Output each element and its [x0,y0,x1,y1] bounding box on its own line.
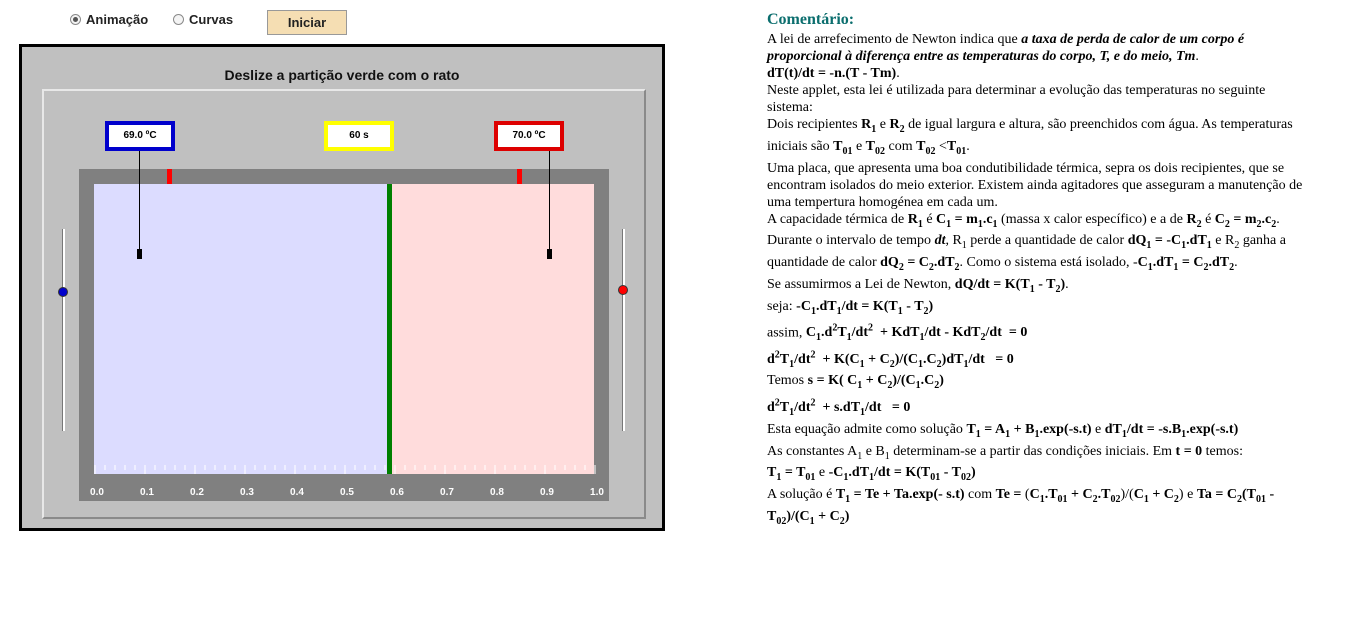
comment-paragraph-newton: A lei de arrefecimento de Newton indica que a taxa de perda de calor de um corpo é proporcional à diferença entre as temperaturas do corpo, T, e do meio, Tm. dT(t)/dt = -n.(T - Tm). [767,32,1245,81]
radio-animation[interactable] [70,12,148,27]
start-button[interactable]: Iniciar [267,10,347,35]
comment-heading: Comentário: [767,11,855,28]
scale-tick-label: 0.9 [540,487,554,498]
scale-tick-label: 0.6 [390,487,404,498]
left-probe-lead [139,151,140,251]
right-container-marker [517,169,522,185]
radio-animation-indicator[interactable] [70,14,81,25]
scale-tick-label: 0.3 [240,487,254,498]
left-slider-knob[interactable] [58,287,68,297]
left-container-marker [167,169,172,185]
comment-equation-1: seja: $-C_1.dT_1/dt = K(T_1 - T_2)$ [767,298,934,317]
green-partition-handle[interactable] [387,184,392,474]
comment-equation-6: $T_1 = T_{01}$ e $-C_1.dT_1/dt = K(T_{01} - T_{02})$ [767,465,976,484]
radio-curves-label: Curvas [189,12,234,27]
comment-paragraph-final: A solução é $T_1 = Te + Ta.\exp(-$ s.t) com $Te = (C_1.T_{01} + C_2.T_{02})/(C_1 + C_2)$ e $Ta = C_2(T_{01} - T_{02})/(C_1 + C_2)$ [767,487,1275,527]
applet-title: Deslize a partição verde com o rato [224,67,460,83]
scale-tick-label: 0.8 [490,487,504,498]
right-probe-lead [549,151,550,251]
comment-paragraph-solution: Esta equação admite como solução $T_1 = A_1 + B_1.\exp(-s.t)$ e $dT_1/dt = -s.B_1.\exp(-s.t)$ [767,421,1239,440]
radio-animation-label: Animação [86,12,149,27]
scale-tick-label: 0.5 [340,487,354,498]
left-container-water [94,184,387,474]
simulation-applet [19,44,665,531]
right-temperature-slider[interactable] [622,229,625,431]
scale-tick-label: 1.0 [590,487,604,498]
left-temperature-display: 69.0 ºC [105,121,175,151]
comment-paragraph-capacity: A capacidade térmica de $R_1$ é $C_1 = m_1.c_1$ (massa x calor específico) e a de $R_2$ é $C_2 = m_2.c_2$. [767,211,1280,230]
radio-curves-indicator[interactable] [173,14,184,25]
right-slider-knob[interactable] [618,285,628,295]
comment-equation-5: $d^2T_1/dt^2 + s.dT_1/dt = 0$ [767,397,911,418]
scale-tick-label: 0.1 [140,487,154,498]
comment-paragraph-system: Neste applet, esta lei é utilizada para determinar a evolução das temperaturas no seguinte sistema: [767,83,1266,115]
comment-paragraph-plate: Uma placa, que apresenta uma boa condutibilidade térmica, sepra os dois recipientes, que se encontram isolados do meio exterior. Existem ainda agitadores que asseguram a manutenção de uma tempertura homogénea em cada um. [767,160,1303,210]
comment-equation-4: Temos s = K( $C_1 + C_2)/(C_1.C_2)$ [767,373,944,392]
right-container-water [392,184,595,474]
comment-paragraph-containers: Dois recipientes $R_1$ e $R_2$ de igual largura e altura, são preenchidos com água. As temperaturas iniciais são $T_{01}$ e $T_{02}$ com $T_{02} <T_{01}$. [767,117,1293,157]
scale-tick-label: 0.2 [190,487,204,498]
right-temperature-probe [547,249,552,259]
right-temperature-display: 70.0 ºC [494,121,564,151]
scale-ticks [94,465,596,477]
scale-tick-label: 0.7 [440,487,454,498]
comment-equation-2: assim, $C_1.d^2T_1/dt^2 + KdT_1/dt - KdT_2/dt = 0$ [767,322,1028,344]
radio-curves[interactable] [173,12,233,27]
comment-equation-3: $d^2T_1/dt^2 + K(C_1 + C_2)/(C_1.C_2)dT_1/dt = 0$ [767,349,1014,370]
left-temperature-slider[interactable] [62,229,65,431]
time-display: 60 s [324,121,394,151]
comment-panel [767,11,1307,530]
left-temperature-probe [137,249,142,259]
scale-tick-label: 0.0 [90,487,104,498]
comment-paragraph-law: Se assumirmos a Lei de Newton, $dQ/dt = K(T_1 - T_2)$. [767,276,1069,295]
comment-paragraph-constants: As constantes $A_1$ e $B_1$ determinam-se a partir das condições iniciais. Em t = 0 temos: [767,443,1244,462]
scale-tick-label: 0.4 [290,487,304,498]
comment-paragraph-interval: Durante o intervalo de tempo dt, $R_1$ perde a quantidade de calor $dQ_1 = -C_1.dT_1$ e $R_2$ ganha a quantidade de calor $dQ_2 = C_2.dT_2$. Como o sistema está isolado, $-C_1.dT_1 = C_2.dT_2$. [767,233,1286,273]
